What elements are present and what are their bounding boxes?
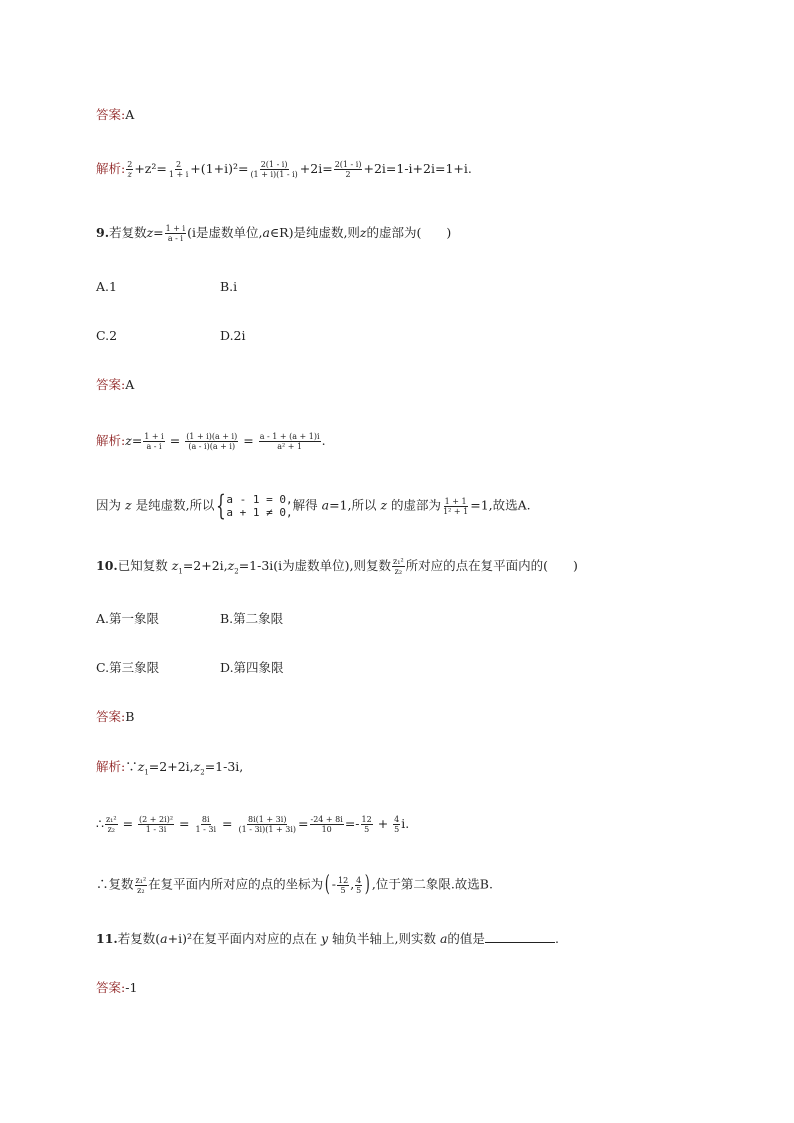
q10-text: =2+2i, [182,558,228,573]
answer-blank[interactable] [485,930,555,943]
left-paren: ( [324,872,331,897]
q10-option-b[interactable]: B.第二象限 [220,611,284,626]
answer-label: 答案: [96,980,126,995]
fraction: $\frac{2}{1 + i}$ [168,160,189,179]
q10-solution-line-3 [96,874,493,896]
fraction: $\frac{2(1 - i)}{2}$ [334,160,362,179]
therefore-symbol: ∴ [96,816,104,831]
var-y: y [320,931,329,946]
fraction: $\frac{8i}{1 - 3i}$ [195,815,217,834]
var-z1: z [171,558,179,573]
var-z1: z [137,759,145,774]
var-a: a [439,931,448,946]
analysis-label: 解析: [96,161,126,176]
subscript: 1 [178,567,183,576]
var-z: z [380,497,388,513]
math-text: - [331,876,336,892]
fraction: $\frac{1 + i}{a - i}$ [144,432,164,451]
math-text: = [222,816,233,831]
fraction: $\frac{2}{z}$ [127,160,133,179]
q10-sol-text: ,位于第二象限.故选B. [371,876,493,892]
var-z: z [146,225,154,240]
math-text: = [298,816,309,831]
subscript: 1 [144,768,149,777]
math-text: = [153,225,164,240]
q10-option-c[interactable]: C.第三象限 [96,660,160,675]
q9-text: ∈R)是纯虚数,则 [269,225,360,240]
q11-text: 的值是 [447,931,485,946]
q11-text: 轴负半轴上,则实数 [332,931,436,946]
fraction: $\frac{8i(1 + 3i)}{(1 - 3i)(1 + 3i)}$ [238,815,297,834]
math-text: i. [401,816,410,831]
q10-option-a[interactable]: A.第一象限 [96,611,160,626]
var-z2: z [193,759,201,774]
var-z: z [359,225,367,240]
left-brace: { [215,489,226,522]
q9-stem [96,224,451,243]
fraction: $\frac{1 + 1}{\text{1² + 1}}$ [443,496,469,516]
answer-label: 答案: [96,107,126,122]
fraction: $\frac{2(1 - i)}{(1 + i)(1 - i)}$ [250,160,298,179]
fraction: $\frac{\text{(2 + 2i)²}}{1 - 3i}$ [139,815,174,834]
q10-solution-line-2 [96,815,409,834]
q9-sol-text: =1,所以 [329,497,377,513]
math-text: +2i= [299,161,333,176]
q10-answer: B [125,709,135,724]
q11-text: . [554,931,559,946]
q9-sol-text: =1,故选A. [470,497,531,513]
var-a: a [160,931,168,946]
math-text: = [243,433,254,448]
var-z: z [125,433,132,448]
q9-options-row-2 [96,328,246,344]
q10-text: 所对应的点在复平面内的( ) [405,558,578,573]
fraction: $\frac{12}{5}$ [338,875,349,895]
q9-options-row-1 [96,279,237,295]
math-text: =- [344,816,360,831]
q11-stem [96,930,559,947]
math-text: +z²= [134,161,167,176]
q10-solution-line-1 [96,759,243,781]
math-text: = [169,433,181,448]
fraction: $\frac{1 + i}{a - i}$ [165,224,186,243]
q10-text: 已知复数 [117,558,168,573]
q9-sol-text: 的虚部为 [391,497,442,513]
var-z: z [125,497,132,513]
q8-answer: A [125,107,135,122]
answer-label: 答案: [96,709,126,724]
q9-answer-line [96,377,134,393]
q11-text: 若复数( [117,931,161,946]
fraction: $\frac{\text{z₁²}}{\text{z₂}}$ [393,557,404,576]
q9-text: 若复数 [109,225,147,240]
var-z2: z [227,558,235,573]
q9-option-c[interactable]: C.2 [96,328,118,343]
q11-text: +i)²在复平面内对应的点在 [167,931,317,946]
fraction: $\frac{(1 + i)(a + i)}{(a - i)(a + i)}$ [186,432,238,451]
q10-answer-line [96,709,134,725]
math-text: = [122,816,134,831]
q10-stem [96,557,578,580]
analysis-label: 解析: [96,433,126,448]
q10-options-row-1 [96,611,283,627]
var-a: a [262,225,270,240]
q9-sol-text: 因为 [96,497,122,513]
subscript: 2 [234,567,239,576]
fraction: $\frac{12}{5}$ [361,815,372,834]
fraction: $\frac{\text{z₁²}}{\text{z₂}}$ [105,815,117,834]
fraction: $\frac{a - 1 + (a + 1)i}{\text{a² + 1}}$ [259,432,320,451]
fraction: $\frac{-24 + 8i}{10}$ [310,815,343,834]
answer-label: 答案: [96,377,126,392]
q8-answer-line [96,107,134,123]
because-symbol: ∵ [125,759,138,774]
q9-option-b[interactable]: B.i [220,279,238,294]
math-text: =1-3i, [204,759,244,774]
q9-answer: A [125,377,135,392]
q10-sol-text: 在复平面内所对应的点的坐标为 [148,876,324,892]
question-number: 10. [96,558,118,573]
q9-sol-text: 解得 [292,497,318,513]
right-paren: ) [364,872,371,897]
case-system: a - 1 = 0, a + 1 ≠ 0, [226,493,293,519]
q9-text: (i是虚数单位, [187,225,263,240]
math-text: . [321,433,326,448]
q11-answer-line [96,980,137,996]
q10-sol-text: ∴复数 [96,876,134,892]
math-text: = [179,816,190,831]
fraction: $\frac{4}{5}$ [356,875,362,895]
q9-solution-line-2 [96,489,531,522]
question-number: 11. [96,931,118,946]
q9-solution-line-1 [96,432,326,451]
q10-option-d[interactable]: D.第四象限 [220,660,284,675]
q9-text: 的虚部为( ) [366,225,452,240]
fraction: $\frac{4}{5}$ [394,815,400,834]
q9-option-d[interactable]: D.2i [220,328,246,343]
math-text: + [377,816,389,831]
math-text: +(1+i)²= [190,161,249,176]
math-text: , [350,876,355,892]
q10-options-row-2 [96,660,284,676]
q11-answer: -1 [125,980,138,995]
q9-sol-text: 是纯虚数,所以 [135,497,215,513]
subscript: 2 [200,768,205,777]
math-text: +2i=1-i+2i=1+i. [363,161,472,176]
math-text: =2+2i, [148,759,194,774]
var-a: a [321,497,330,513]
q8-solution-line [96,160,472,179]
q9-option-a[interactable]: A.1 [96,279,117,294]
fraction: $\frac{\text{z₁²}}{\text{z₂}}$ [135,875,147,895]
math-text: = [131,433,143,448]
q10-text: =1-3i(i为虚数单位),则复数 [238,558,392,573]
question-number: 9. [96,225,110,240]
analysis-label: 解析: [96,759,126,774]
